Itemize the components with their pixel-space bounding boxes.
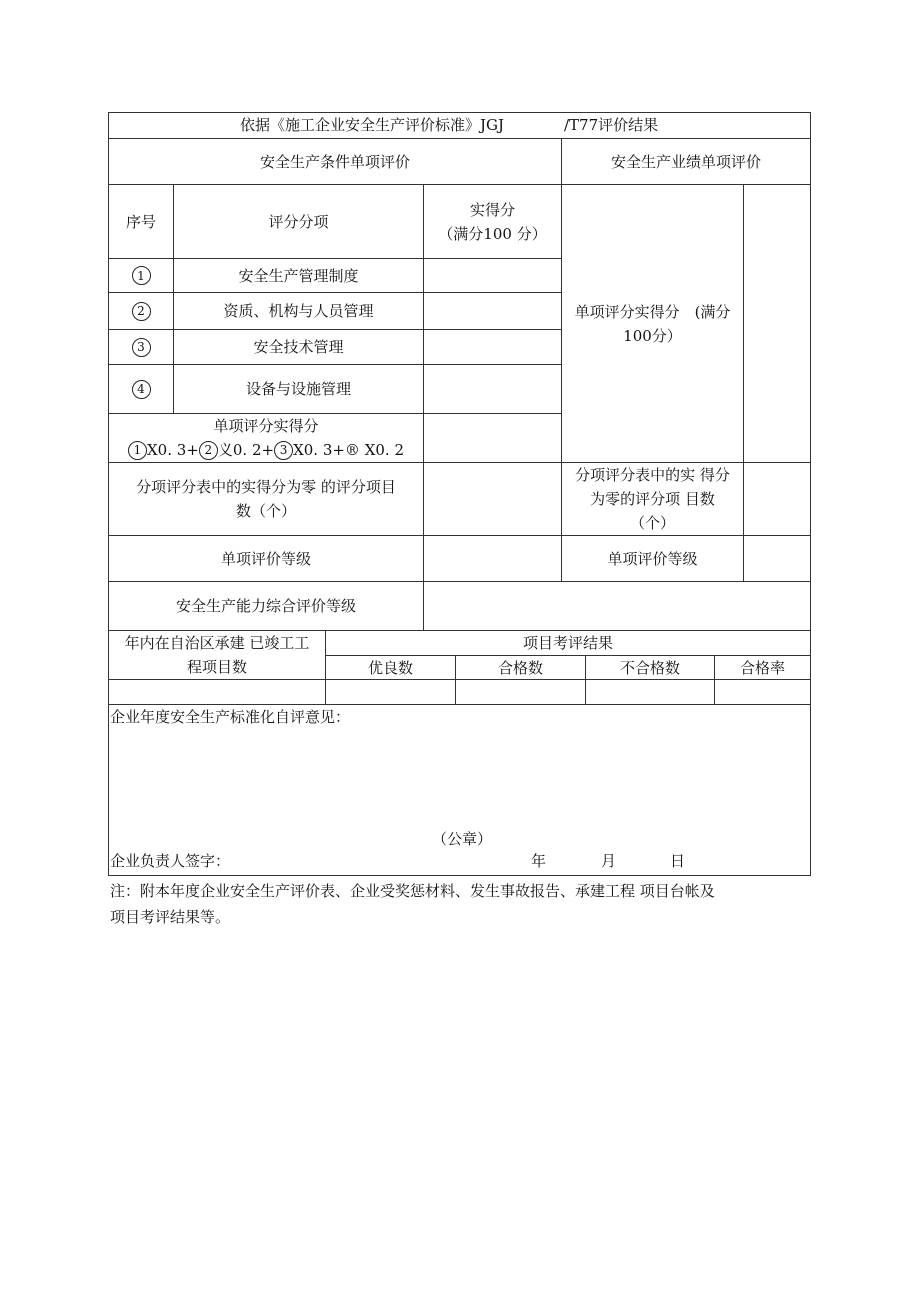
row-label-3: 安全技术管理 [253, 338, 344, 356]
circled-number: 1 [132, 266, 151, 285]
row-score-4[interactable] [424, 365, 561, 413]
circled-number: 1 [128, 441, 147, 460]
divider [108, 679, 811, 680]
score-header-line2: （满分100 分） [438, 224, 547, 243]
qualified-count-header: 合格数 [497, 658, 543, 677]
row-index-2 [109, 293, 173, 329]
formula-term: X0. 3+ [146, 441, 199, 459]
header-left: 依据《施工企业安全生产评价标准》JGJ [240, 116, 505, 134]
month-label: 月 [601, 852, 617, 870]
row-score-3[interactable] [424, 330, 561, 364]
row-label-2: 资质、机构与人员管理 [223, 302, 374, 320]
project-result-title: 项目考评结果 [522, 634, 613, 652]
project-count-line1: 年内在自治区承建 已竣工工 [124, 634, 310, 652]
formula-line2 [128, 438, 404, 462]
grade-left-label: 单项评价等级 [220, 549, 311, 568]
conditions-section-title: 安全生产条件单项评价 [259, 152, 410, 171]
header-right: /T77评价结果 [564, 116, 659, 134]
note-line2: 项目考评结果等。 [110, 908, 231, 926]
note-line1: 注：附本年度企业安全生产评价表、企业受奖惩材料、发生事故报告、承建工程 项目台帐及 [110, 882, 715, 900]
zero-items-right-line3: （个） [629, 514, 675, 532]
overall-grade-label: 安全生产能力综合评价等级 [175, 597, 356, 615]
score-header [424, 185, 561, 258]
row-label-1: 安全生产管理制度 [238, 266, 359, 285]
row-score-2[interactable] [424, 293, 561, 329]
formula-term: X0. 3+® X0. 2 [293, 441, 405, 459]
score-header-line1: 实得分 [469, 200, 515, 219]
signature-label: 企业负责人签字： [110, 852, 231, 870]
year-label: 年 [531, 852, 547, 870]
item-header: 评分分项 [268, 212, 329, 231]
zero-items-right-line2: 为零的评分项 目数 [590, 490, 715, 508]
row-label-4: 设备与设施管理 [245, 380, 351, 398]
zero-items-right-line1: 分项评分表中的实 得分 [575, 466, 730, 484]
performance-score-line2: 100分） [623, 326, 682, 345]
self-eval-label: 企业年度安全生产标准化自评意见： [110, 708, 351, 726]
circled-number: 3 [274, 441, 293, 460]
grade-right-label: 单项评价等级 [607, 549, 698, 568]
day-label: 日 [670, 852, 686, 870]
circled-number: 4 [132, 380, 151, 399]
formula-label [109, 414, 423, 462]
pass-rate-header: 合格率 [739, 658, 785, 677]
zero-items-left-label [109, 463, 423, 535]
performance-section-title: 安全生产业绩单项评价 [610, 152, 761, 171]
index-header: 序号 [125, 212, 156, 231]
excellent-count-header: 优良数 [367, 658, 413, 677]
project-count-line2: 程项目数 [186, 658, 247, 676]
formula-line1: 单项评分实得分 [213, 417, 319, 435]
seal-label: （公章） [432, 830, 493, 848]
zero-items-right-label [562, 463, 743, 535]
performance-score-line1: 单项评分实得分 (满分 [574, 302, 731, 321]
zero-items-left-line2: 数（个） [235, 502, 296, 520]
circled-number: 2 [199, 441, 218, 460]
performance-score-label [562, 185, 743, 462]
formula-term: 义0. 2+ [217, 441, 275, 459]
circled-number: 3 [132, 338, 151, 357]
row-index-3 [109, 330, 173, 364]
row-index-4 [109, 365, 173, 413]
zero-items-left-line1: 分项评分表中的实得分为零 的评分项目 [136, 478, 396, 496]
unqualified-count-header: 不合格数 [619, 658, 680, 677]
circled-number: 2 [132, 302, 151, 321]
border-bottom [108, 875, 811, 876]
divider [743, 184, 744, 581]
project-count-label [109, 631, 325, 679]
border-right [810, 112, 811, 876]
row-score-1[interactable] [424, 259, 561, 292]
row-index-1 [109, 259, 173, 292]
